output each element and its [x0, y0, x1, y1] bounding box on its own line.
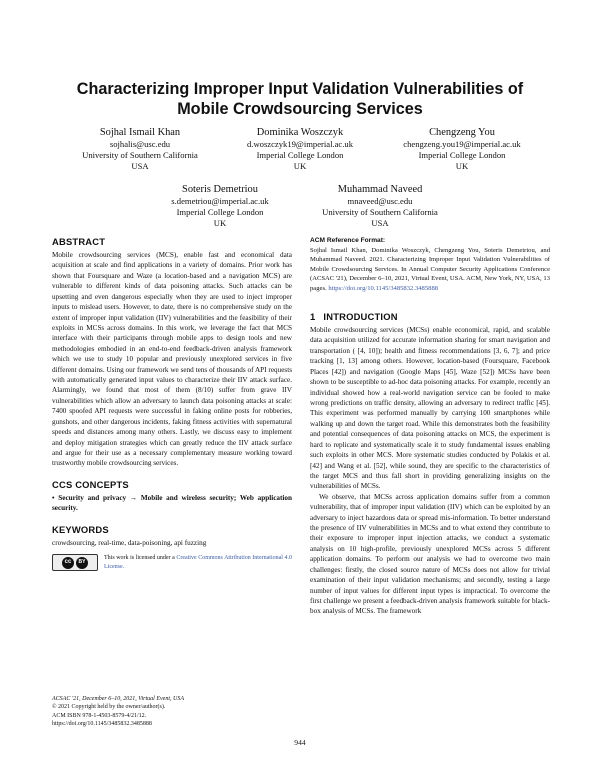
footer-isbn: ACM ISBN 978-1-4503-8579-4/21/12. [52, 712, 147, 719]
author-block-5 [280, 183, 480, 230]
author-email: d.woszczyk19@imperial.ac.uk [247, 139, 353, 149]
left-column [52, 236, 292, 571]
paper-title [40, 79, 560, 119]
acm-ref-label: ACM Reference Format: [310, 237, 386, 244]
keywords-text: crowdsourcing, real-time, data-poisoning, api fuzzing [52, 538, 207, 547]
author-name: Soteris Demetriou [182, 184, 258, 195]
author-email: sojhalis@usc.edu [109, 139, 171, 149]
intro-paragraph-1: Mobile crowdsourcing services (MCSs) enable economical, rapid, and scalable data acquisition utilized for accurate information sharing for smart navigation and transportation ( [4, 10]); health and fitness recommendations [3, 6, 7]; and price tracking [1, 13] among others. However, location-based (Foursquare, Facebook Places [42]) and navigation (Google Maps [45], Waze [52]) MCSs have been shown to be susceptible to ad-hoc data poisoning attacks. For example, recently an individual showed how a real-world navigation service can be fooled to make wrong predictions on traffic density, allowing an adversary to redirect traffic [45]. This experiment was performed manually by carrying 100 smartphones while walking up and down the target road. While this demonstrates both the feasibility and potential consequences of data poisoning attacks on MCS, the experiment is hard to replicate and systematically scale it to study fundamental issues enabling such exploits in other MCS. More systematic studies conducted by Polakis et al. [42] and Wang et al. [52], while sound, they are specific to the characteristics of the target MCS and thus fall short in providing generalizing insights on the vulnerabilities of MCSs. [310, 326, 550, 491]
footer-doi[interactable]: https://doi.org/10.1145/3485832.3485888 [52, 721, 152, 728]
author-country: UK [213, 218, 227, 229]
ccs-heading: CCS CONCEPTS [52, 478, 129, 490]
author-affiliation: Imperial College London [256, 150, 344, 161]
author-country: UK [293, 161, 307, 172]
acm-ref-text [310, 246, 550, 293]
ccs-text: • Security and privacy → Mobile and wireless security; Web application security. [52, 493, 292, 513]
license-text [104, 554, 292, 571]
author-email: chengzeng.you19@imperial.ac.uk [403, 139, 521, 149]
acm-ref-body: Sojhal Ismail Khan, Dominika Woszczyk, Chengzeng You, Soteris Demetriou, and Muhammad Naveed. 2021. Characterizing Improper Input Validation Vulnerabilities of Mobile Crowdsourcing Services. In Annual Computer Security Applications Conference (ACSAC '21), December 6–10, 2021, Virtual Event, USA. ACM, New York, NY, USA, 13 pages. [310, 247, 550, 292]
author-name: Sojhal Ismail Khan [99, 127, 181, 138]
author-affiliation: Imperial College London [418, 150, 506, 161]
license-link[interactable]: Creative Commons Attribution International 4.0 License. [104, 555, 293, 570]
abstract-heading: ABSTRACT [52, 236, 106, 247]
author-affiliation: Imperial College London [176, 207, 264, 218]
cc-license-badge-icon[interactable] [52, 554, 98, 571]
page-number: 944 [294, 738, 306, 747]
keywords-heading: KEYWORDS [52, 523, 109, 535]
intro-title: INTRODUCTION [323, 311, 398, 323]
footer-block [52, 695, 292, 729]
author-email: s.demetriou@imperial.ac.uk [171, 196, 269, 206]
license-prefix: This work is licensed under a [104, 555, 177, 562]
author-country: UK [455, 161, 469, 172]
cc-icon: cc [62, 557, 74, 569]
author-name: Chengzeng You [429, 127, 495, 138]
abstract-text: Mobile crowdsourcing services (MCS), enable fast and economical data acquisition at scale and find applications in a variety of domains. Prior work has shown that Foursquare and Waze (a location-based and a navigation MCS) are vulnerable to different kinds of data poisoning attacks. Such attacks can be upsetting and even dangerous especially when they are used to inject improper inputs to mislead users. However, to date, there is no comprehensive study on the extent of improper input validation (IIV) vulnerabilities and the feasibility of their exploits in MCSs across domains. In this work, we leverage the fact that MCS interface with their participants through mobile apps to design tools and new methodologies embodied in an end-to-end feedback-driven analysis framework which we use to study 10 popular and previously unexplored services in five different domains. Using our framework we send tens of thousands of API requests with automatically generated input values to characterize their IIV attack surface. Alarmingly, we found that most of them (8/10) suffer from grave IIV vulnerabilities which allow an adversary to launch data poisoning attacks at scale: 7400 spoofed API requests were successful in faking online posts for robberies, gunshots, and other dangerous incidents, faking fitness activities with supernatural speeds and distances among many others. Lastly, we discuss easy to implement and deploy mitigation strategies which can greatly reduce the IIV attack surface and argue for their use as a necessary complementary measure working toward trustworthy mobile crowdsourcing services. [52, 251, 292, 468]
by-icon: BY [76, 557, 88, 569]
author-block-3 [362, 126, 562, 173]
author-email: mnaveed@usc.edu [347, 196, 413, 206]
intro-number: 1 [310, 311, 316, 323]
author-country: USA [371, 218, 389, 229]
title-line-2: Mobile Crowdsourcing Services [177, 100, 423, 118]
intro-heading [310, 311, 550, 323]
author-affiliation: University of Southern California [82, 150, 198, 161]
footer-copyright: © 2021 Copyright held by the owner/author(s). [52, 704, 166, 711]
author-affiliation: University of Southern California [322, 207, 438, 218]
intro-paragraph-2: We observe, that MCSs across application domains suffer from a common vulnerability, that of improper input validation (IIV) which can be exploited by an adversary to inject hazardous data or spread mis-information. To better understand the presence of IIV vulnerabilities in MCSs and to what extend they contribute to their exposure to improper input injection attacks, we conduct a systematic analysis on 10 high-profile, previously unexplored MCSs across 5 different application domains. To perform our analysis we had to overcome two main challenges: firstly, the closed source nature of MCSs does not allow for trivial examination of their input validation mechanisms; and secondly, testing a large number of input values for different input types is impractical. To overcome the first challenge we present a feedback-driven analysis framework suitable for black-box analysis of MCSs. The framework [310, 492, 550, 616]
right-column [310, 236, 550, 617]
title-line-1: Characterizing Improper Input Validation Vulnerabilities of [76, 80, 524, 98]
author-name: Dominika Woszczyk [256, 127, 344, 138]
footer-venue: ACSAC '21, December 6–10, 2021, Virtual Event, USA [52, 696, 184, 702]
author-name: Muhammad Naveed [337, 184, 423, 195]
license-block [52, 554, 292, 571]
author-country: USA [131, 161, 149, 172]
acm-ref-doi-link[interactable]: https://doi.org/10.1145/3485832.3485888 [328, 284, 439, 292]
